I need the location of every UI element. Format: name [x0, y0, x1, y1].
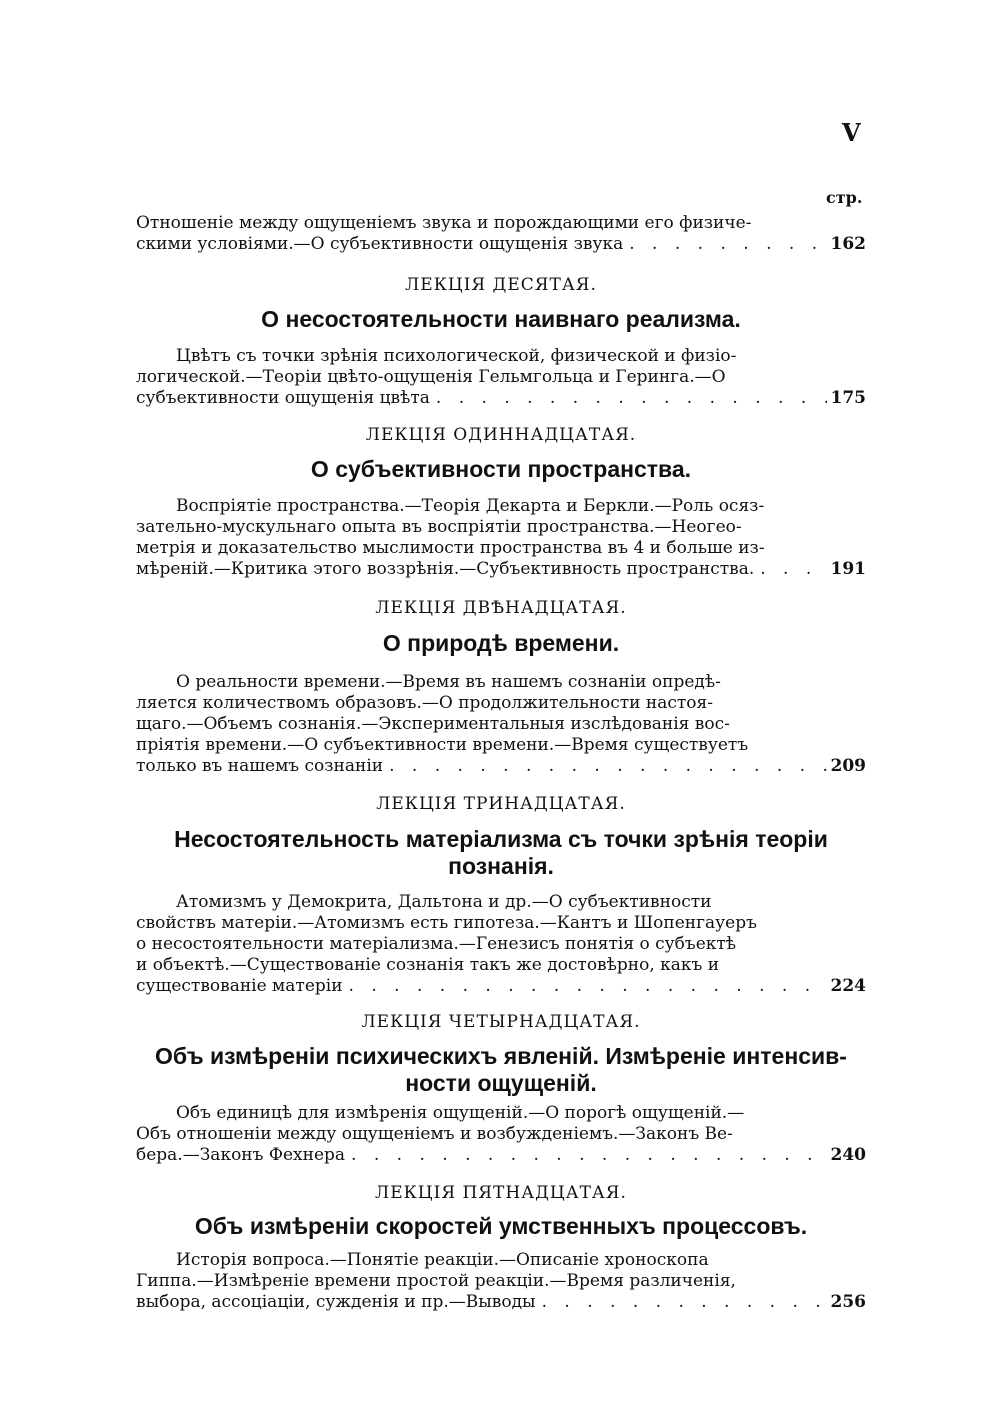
title-line: познанія. — [448, 853, 554, 879]
entry-last-text: только въ нашемъ сознаніи — [136, 756, 384, 776]
lecture-title — [136, 826, 866, 880]
page-number: 175 — [830, 388, 866, 408]
entry-line: Объ отношеніи между ощущеніемъ и возбужденіемъ.—Законъ Ве- — [136, 1124, 733, 1144]
entry-line: Гиппа.—Измѣреніе времени простой реакціи.—Время различенія, — [136, 1271, 736, 1291]
lecture-title — [136, 1213, 866, 1240]
lecture-heading: ЛЕКЦІЯ ЧЕТЫРНАДЦАТАЯ. — [361, 1012, 641, 1032]
entry-line: метрія и доказательство мыслимости пространства въ 4 и больше из- — [136, 538, 765, 558]
title-line: Несостоятельность матеріализма съ точки зрѣнія теоріи — [174, 826, 828, 852]
entry-line: свойствъ матеріи.—Атомизмъ есть гипотеза.—Кантъ и Шопенгауеръ — [136, 913, 757, 933]
toc-entry — [136, 346, 866, 409]
lecture-heading: ЛЕКЦІЯ ДВѢНАДЦАТАЯ. — [375, 598, 627, 618]
page-folio: V — [842, 118, 861, 147]
entry-line: зательно-мускульнаго опыта въ воспріятіи пространства.—Неогео- — [136, 517, 742, 537]
dot-leader — [536, 1292, 827, 1313]
lecture-heading: ЛЕКЦІЯ ОДИННАДЦАТАЯ. — [365, 425, 637, 445]
entry-line: и объектѣ.—Существованіе сознанія такъ же достовѣрно, какъ и — [136, 955, 720, 975]
lecture-heading: ЛЕКЦІЯ ДЕСЯТАЯ. — [405, 275, 597, 295]
dot-leader — [383, 756, 826, 777]
title-line: Объ измѣреніи психическихъ явленій. Измѣреніе интенсив- — [155, 1043, 847, 1069]
dot-leader — [345, 1145, 826, 1166]
dot-leader — [343, 976, 827, 997]
dot-leader — [754, 559, 826, 580]
page-number: 240 — [830, 1145, 866, 1165]
title-line: О субъективности пространства. — [310, 456, 692, 482]
lecture-heading: ЛЕКЦІЯ ТРИНАДЦАТАЯ. — [376, 794, 626, 814]
entry-line: о несостоятельности матеріализма.—Генезисъ понятія о субъектѣ — [136, 934, 737, 954]
entry-line: Объ единицѣ для измѣренія ощущеній.—О порогѣ ощущеній.— — [176, 1103, 745, 1123]
entry-line: О реальности времени.—Время въ нашемъ сознаніи опредѣ- — [176, 672, 721, 692]
page-number: 209 — [830, 756, 866, 776]
toc-entry-continuation — [136, 213, 866, 255]
entry-last-line — [136, 1292, 866, 1313]
entry-last-line — [136, 559, 866, 580]
entry-line: Отношеніе между ощущеніемъ звука и порождающими его физиче- — [136, 213, 752, 233]
toc-entry — [136, 892, 866, 997]
entry-last-text: мѣреній.—Критика этого воззрѣнія.—Субъективность пространства. — [136, 559, 755, 579]
lecture-title — [136, 630, 866, 657]
title-line: О природѣ времени. — [382, 630, 620, 656]
page-number: 224 — [830, 976, 866, 996]
page-number: 162 — [830, 234, 866, 254]
title-line: Объ измѣреніи скоростей умственныхъ процессовъ. — [194, 1213, 808, 1239]
page-number: 256 — [830, 1292, 866, 1312]
lecture-title — [136, 456, 866, 483]
lecture-title — [136, 306, 866, 333]
entry-last-text: существованіе матеріи — [136, 976, 343, 996]
entry-line: Воспріятіе пространства.—Теорія Декарта и Беркли.—Роль осяз- — [176, 496, 765, 516]
entry-last-line — [136, 976, 866, 997]
toc-entry — [136, 1103, 866, 1166]
entry-last-text: бера.—Законъ Фехнера — [136, 1145, 346, 1165]
entry-last-line — [136, 388, 866, 409]
title-line: ности ощущеній. — [405, 1070, 597, 1096]
toc-entry — [136, 496, 866, 580]
page-column-header: стр. — [826, 188, 863, 207]
entry-line: логической.—Теоріи цвѣто-ощущенія Гельмгольца и Геринга.—О — [136, 367, 726, 387]
entry-line: Цвѣтъ съ точки зрѣнія психологической, физической и физіо- — [176, 346, 737, 366]
entry-last-line — [136, 234, 866, 255]
entry-line: Исторія вопроса.—Понятіе реакціи.—Описаніе хроноскопа — [176, 1250, 709, 1270]
lecture-title — [136, 1043, 866, 1097]
lecture-heading: ЛЕКЦІЯ ПЯТНАДЦАТАЯ. — [375, 1183, 627, 1203]
entry-line: щаго.—Объемъ сознанія.—Экспериментальныя изслѣдованія вос- — [136, 714, 730, 734]
dot-leader — [623, 234, 826, 255]
entry-line: ляется количествомъ образовъ.—О продолжительности настоя- — [136, 693, 713, 713]
toc-entry — [136, 1250, 866, 1313]
toc-entry — [136, 672, 866, 777]
entry-last-line — [136, 756, 866, 777]
title-line: О несостоятельности наивнаго реализма. — [261, 306, 741, 332]
entry-last-line — [136, 1145, 866, 1166]
entry-last-text: выбора, ассоціаціи, сужденія и пр.—Выводы — [136, 1292, 536, 1312]
entry-line: пріятія времени.—О субъективности времени.—Время существуетъ — [136, 735, 749, 755]
entry-line: Атомизмъ у Демокрита, Дальтона и др.—О субъективности — [176, 892, 712, 912]
entry-last-text: скими условіями.—О субъективности ощущенія звука — [136, 234, 624, 254]
page-number: 191 — [830, 559, 866, 579]
entry-last-text: субъективности ощущенія цвѣта — [136, 388, 430, 408]
dot-leader — [430, 388, 827, 409]
